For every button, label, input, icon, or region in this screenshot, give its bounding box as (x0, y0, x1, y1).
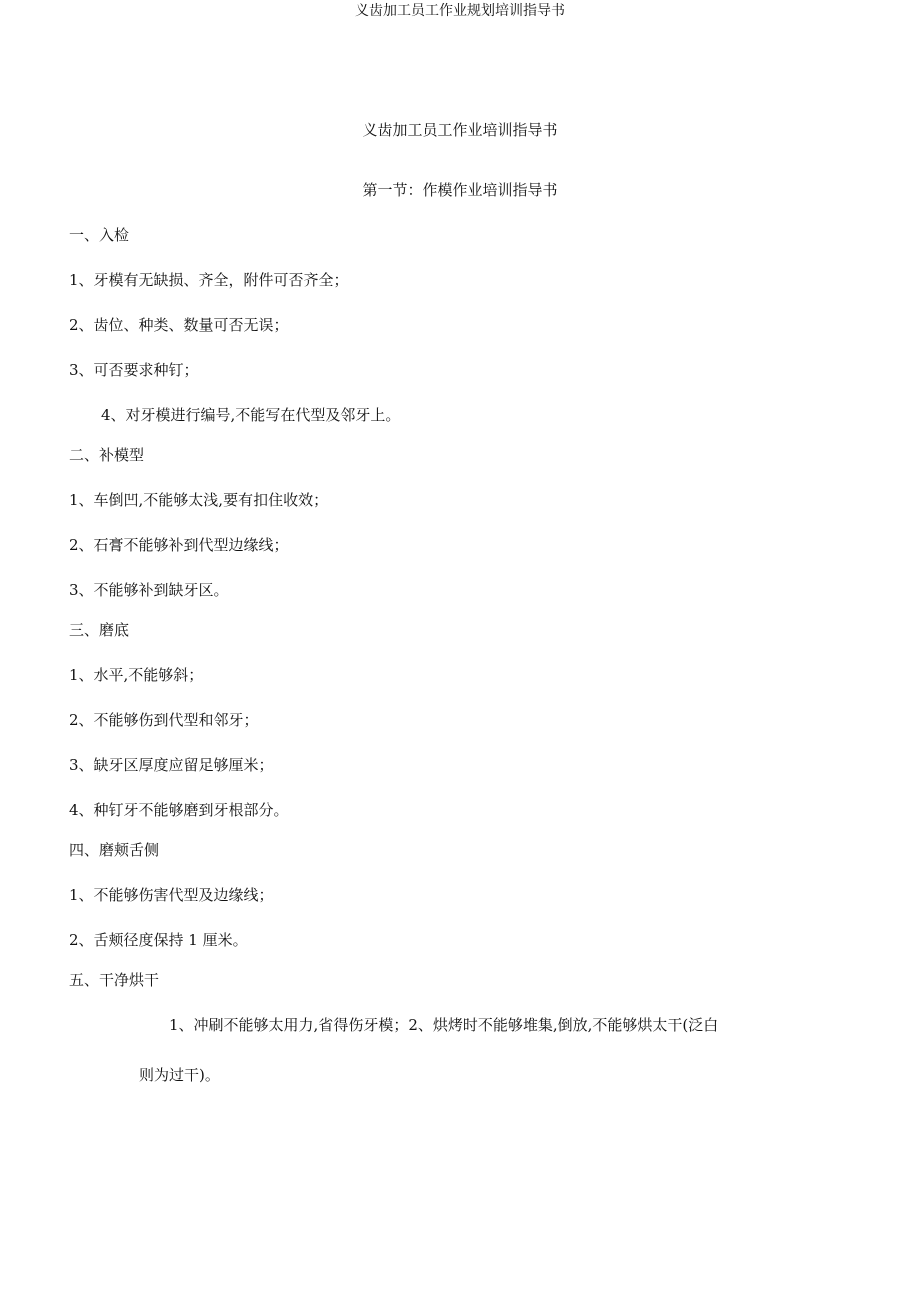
list-item: 2、石膏不能够补到代型边缘线； (69, 536, 289, 554)
paragraph-line: 1、冲刷不能够太用力,省得伤牙模；2、烘烤时不能够堆集,倒放,不能够烘太干(泛白 (169, 1016, 719, 1034)
list-item: 2、齿位、种类、数量可否无误； (69, 316, 289, 334)
section-subtitle: 第一节：作模作业培训指导书 (362, 181, 558, 199)
list-item: 1、水平,不能够斜； (69, 666, 204, 684)
running-header: 义齿加工员工作业规划培训指导书 (355, 3, 565, 19)
list-item: 1、不能够伤害代型及边缘线； (69, 886, 274, 904)
section-heading-side-grinding: 四、磨颊舌侧 (69, 841, 160, 859)
list-item: 3、可否要求种钉； (69, 361, 199, 379)
list-item: 2、不能够伤到代型和邻牙； (69, 711, 259, 729)
section-heading-inspection: 一、入检 (69, 226, 130, 244)
section-heading-base-grinding: 三、磨底 (69, 621, 130, 639)
list-item: 4、种钉牙不能够磨到牙根部分。 (69, 801, 289, 819)
section-heading-model-repair: 二、补模型 (69, 446, 145, 464)
list-item: 1、车倒凹,不能够太浅,要有扣住收效； (69, 491, 329, 509)
list-item: 4、对牙模进行编号,不能写在代型及邻牙上。 (101, 406, 401, 424)
list-item: 1、牙模有无缺损、齐全，附件可否齐全； (69, 271, 349, 289)
list-item: 3、缺牙区厚度应留足够厘米； (69, 756, 274, 774)
paragraph-line: 则为过干)。 (139, 1066, 220, 1084)
list-item: 3、不能够补到缺牙区。 (69, 581, 229, 599)
list-item: 2、舌颊径度保持 1 厘米。 (69, 931, 248, 949)
document-title: 义齿加工员工作业培训指导书 (362, 121, 558, 139)
section-heading-clean-dry: 五、干净烘干 (69, 971, 160, 989)
